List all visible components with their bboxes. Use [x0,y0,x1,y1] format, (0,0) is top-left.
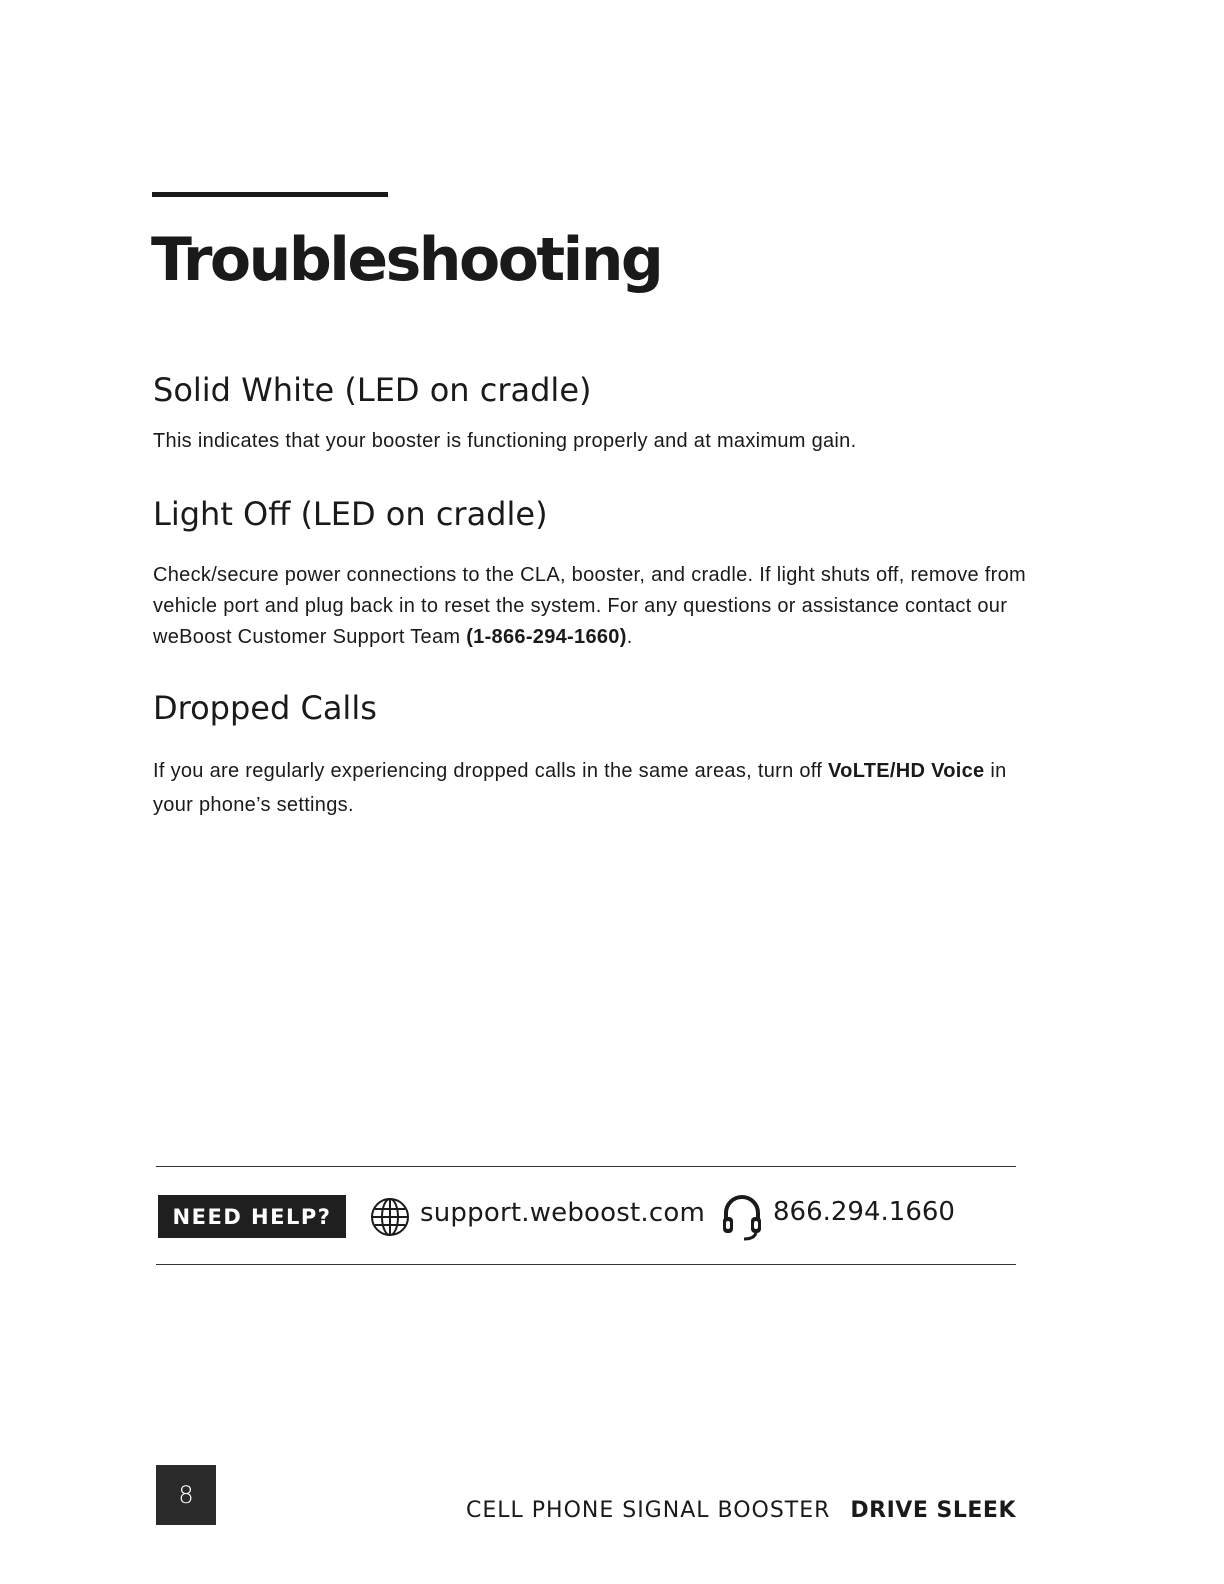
body-text-segment: Check/secure power connections to the CLA, booster, and cradle. If light shuts off, remove from vehicle port and plug back in to reset the system. For any questions or assistance contact our weBoost Customer Support Team [153,564,1027,648]
body-text-segment: If you are regularly experiencing dropped calls in the same areas, turn off [153,760,829,782]
footer-product [466,1498,1016,1523]
section-body-dropped-calls [153,754,1033,822]
help-bar-bottom-rule [156,1264,1016,1265]
volte-setting-bold: VoLTE/HD Voice [828,760,985,782]
page-title: Troubleshooting [151,225,662,295]
globe-icon [370,1197,410,1237]
section-heading-dropped-calls: Dropped Calls [153,689,377,727]
page-number: 8 [156,1465,216,1525]
section-body-light-off [153,560,1033,653]
footer-product-name: DRIVE SLEEK [850,1498,1016,1523]
section-heading-solid-white: Solid White (LED on cradle) [153,371,592,409]
body-text-segment: in your phone’s settings. [153,760,1007,816]
support-phone-bold: (1-866-294-1660) [466,626,627,648]
body-text-segment: . [626,626,633,648]
help-bar-top-rule [156,1166,1016,1167]
section-heading-light-off: Light Off (LED on cradle) [153,495,548,533]
headset-icon [720,1193,764,1241]
support-website-link[interactable]: support.weboost.com [420,1198,706,1228]
need-help-badge: NEED HELP? [158,1195,346,1238]
footer-product-line: CELL PHONE SIGNAL BOOSTER [465,1498,831,1523]
support-phone-number[interactable]: 866.294.1660 [773,1197,955,1227]
title-rule [152,192,388,197]
section-body-solid-white: This indicates that your booster is functioning properly and at maximum gain. [153,430,857,452]
